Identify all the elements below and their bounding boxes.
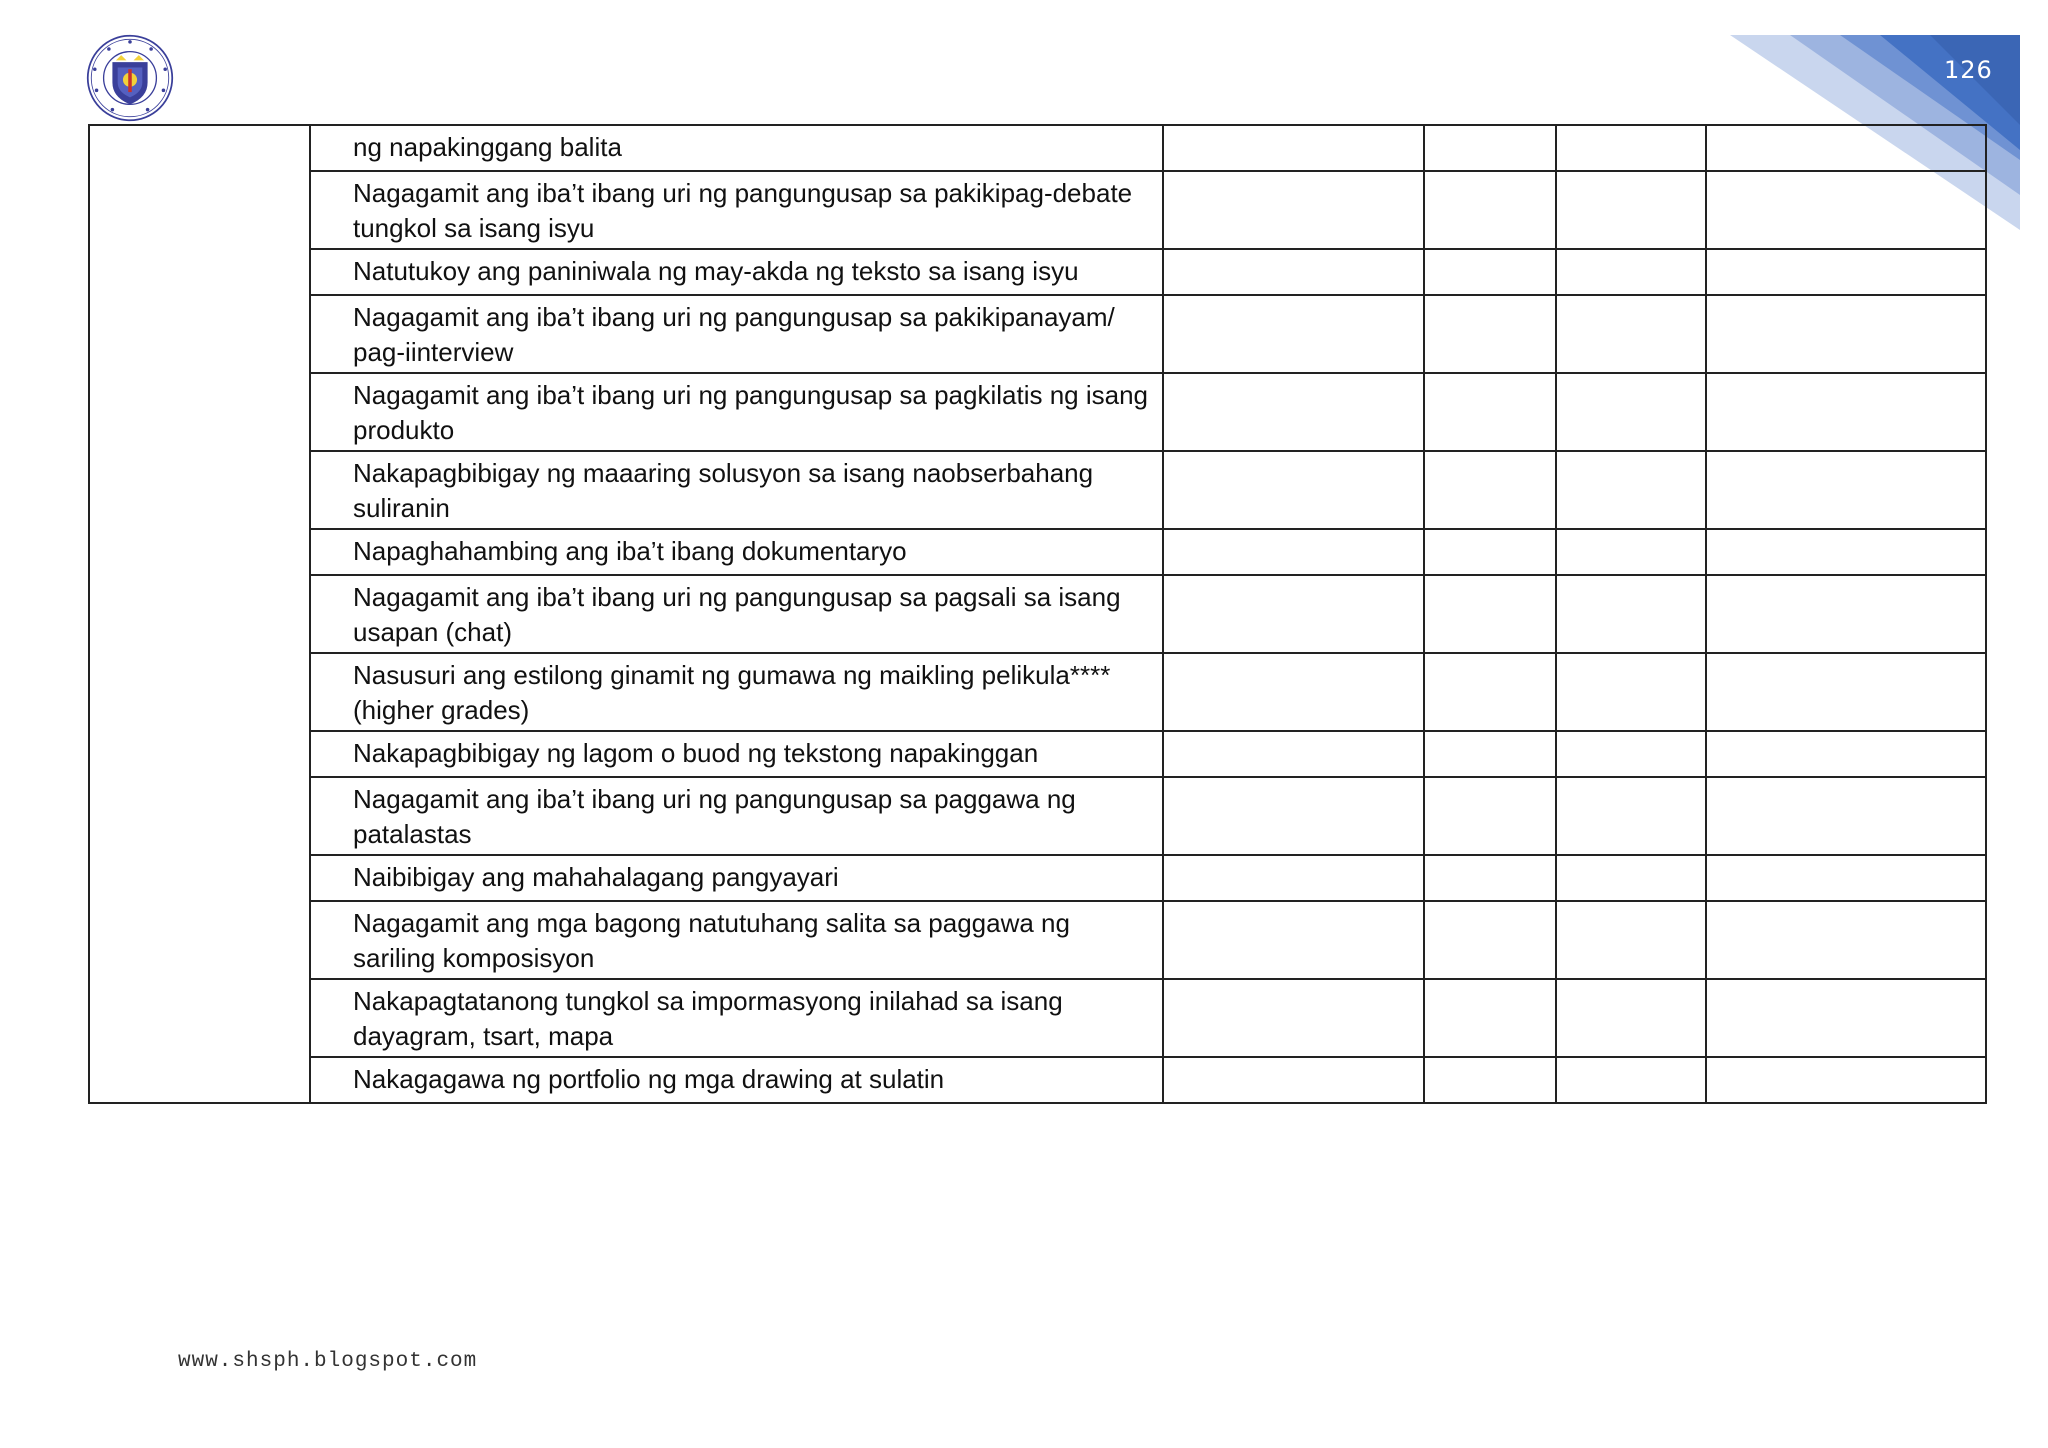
- page-number: 126: [1944, 56, 1993, 84]
- empty-cell-2: [1424, 295, 1556, 373]
- competency-text: Nagagamit ang iba’t ibang uri ng pangungusap sa pagsali sa isang usapan (chat): [310, 575, 1163, 653]
- competency-text: Nagagamit ang mga bagong natutuhang salita sa paggawa ng sariling komposisyon: [310, 901, 1163, 979]
- empty-cell-4: [1706, 451, 1986, 529]
- competency-text: Natutukoy ang paniniwala ng may-akda ng teksto sa isang isyu: [310, 249, 1163, 295]
- empty-cell-4: [1706, 373, 1986, 451]
- empty-cell-4: [1706, 855, 1986, 901]
- empty-cell-2: [1424, 777, 1556, 855]
- grade-level-cell: [89, 125, 310, 1103]
- empty-cell-1: [1163, 979, 1424, 1057]
- empty-cell-2: [1424, 171, 1556, 249]
- empty-cell-4: [1706, 979, 1986, 1057]
- empty-cell-3: [1556, 125, 1706, 171]
- competency-text: Napaghahambing ang iba’t ibang dokumentaryo: [310, 529, 1163, 575]
- empty-cell-1: [1163, 295, 1424, 373]
- empty-cell-4: [1706, 529, 1986, 575]
- empty-cell-2: [1424, 249, 1556, 295]
- empty-cell-1: [1163, 653, 1424, 731]
- empty-cell-2: [1424, 731, 1556, 777]
- empty-cell-4: [1706, 777, 1986, 855]
- empty-cell-2: [1424, 125, 1556, 171]
- empty-cell-1: [1163, 249, 1424, 295]
- empty-cell-3: [1556, 575, 1706, 653]
- empty-cell-4: [1706, 125, 1986, 171]
- table-row: [89, 731, 1986, 777]
- empty-cell-1: [1163, 451, 1424, 529]
- empty-cell-2: [1424, 373, 1556, 451]
- empty-cell-4: [1706, 653, 1986, 731]
- competency-table: [88, 124, 1987, 1104]
- empty-cell-2: [1424, 529, 1556, 575]
- table-row: [89, 979, 1986, 1057]
- competency-text: Nagagamit ang iba’t ibang uri ng pangungusap sa paggawa ng patalastas: [310, 777, 1163, 855]
- competency-text: Nasusuri ang estilong ginamit ng gumawa ng maikling pelikula**** (higher grades): [310, 653, 1163, 731]
- table-row: [89, 373, 1986, 451]
- competency-text: Nagagamit ang iba’t ibang uri ng pangungusap sa pagkilatis ng isang produkto: [310, 373, 1163, 451]
- table-row: [89, 295, 1986, 373]
- empty-cell-3: [1556, 777, 1706, 855]
- empty-cell-2: [1424, 451, 1556, 529]
- empty-cell-2: [1424, 1057, 1556, 1103]
- empty-cell-4: [1706, 1057, 1986, 1103]
- competency-text: Nagagamit ang iba’t ibang uri ng pangungusap sa pakikipag-debate tungkol sa isang isyu: [310, 171, 1163, 249]
- table-row: [89, 777, 1986, 855]
- deped-seal-icon: [86, 34, 174, 122]
- empty-cell-1: [1163, 731, 1424, 777]
- table-row: [89, 529, 1986, 575]
- table-row: [89, 125, 1986, 171]
- empty-cell-3: [1556, 1057, 1706, 1103]
- competency-text: Nakapagbibigay ng maaaring solusyon sa isang naobserbahang suliranin: [310, 451, 1163, 529]
- empty-cell-4: [1706, 171, 1986, 249]
- table-row: [89, 855, 1986, 901]
- empty-cell-3: [1556, 731, 1706, 777]
- empty-cell-3: [1556, 901, 1706, 979]
- empty-cell-3: [1556, 295, 1706, 373]
- empty-cell-1: [1163, 575, 1424, 653]
- empty-cell-2: [1424, 653, 1556, 731]
- empty-cell-2: [1424, 979, 1556, 1057]
- table-row: [89, 575, 1986, 653]
- competency-text: Nakapagbibigay ng lagom o buod ng tekstong napakinggan: [310, 731, 1163, 777]
- empty-cell-4: [1706, 295, 1986, 373]
- competency-text: ng napakinggang balita: [310, 125, 1163, 171]
- empty-cell-3: [1556, 249, 1706, 295]
- empty-cell-4: [1706, 731, 1986, 777]
- empty-cell-1: [1163, 529, 1424, 575]
- empty-cell-3: [1556, 373, 1706, 451]
- footer-url[interactable]: www.shsph.blogspot.com: [178, 1350, 478, 1373]
- empty-cell-1: [1163, 373, 1424, 451]
- competency-text: Nakagagawa ng portfolio ng mga drawing at sulatin: [310, 1057, 1163, 1103]
- table-row: [89, 1057, 1986, 1103]
- empty-cell-4: [1706, 901, 1986, 979]
- empty-cell-1: [1163, 1057, 1424, 1103]
- empty-cell-4: [1706, 575, 1986, 653]
- table-row: [89, 249, 1986, 295]
- competency-text: Nakapagtatanong tungkol sa impormasyong inilahad sa isang dayagram, tsart, mapa: [310, 979, 1163, 1057]
- table-row: [89, 653, 1986, 731]
- empty-cell-1: [1163, 855, 1424, 901]
- empty-cell-2: [1424, 901, 1556, 979]
- empty-cell-3: [1556, 529, 1706, 575]
- empty-cell-2: [1424, 855, 1556, 901]
- empty-cell-1: [1163, 171, 1424, 249]
- competency-text: Nagagamit ang iba’t ibang uri ng pangungusap sa pakikipanayam/ pag-iinterview: [310, 295, 1163, 373]
- empty-cell-1: [1163, 125, 1424, 171]
- empty-cell-1: [1163, 901, 1424, 979]
- table-row: [89, 901, 1986, 979]
- empty-cell-3: [1556, 171, 1706, 249]
- empty-cell-2: [1424, 575, 1556, 653]
- empty-cell-3: [1556, 451, 1706, 529]
- empty-cell-4: [1706, 249, 1986, 295]
- competency-text: Naibibigay ang mahahalagang pangyayari: [310, 855, 1163, 901]
- empty-cell-3: [1556, 979, 1706, 1057]
- table-row: [89, 451, 1986, 529]
- empty-cell-3: [1556, 855, 1706, 901]
- empty-cell-3: [1556, 653, 1706, 731]
- table-row: [89, 171, 1986, 249]
- empty-cell-1: [1163, 777, 1424, 855]
